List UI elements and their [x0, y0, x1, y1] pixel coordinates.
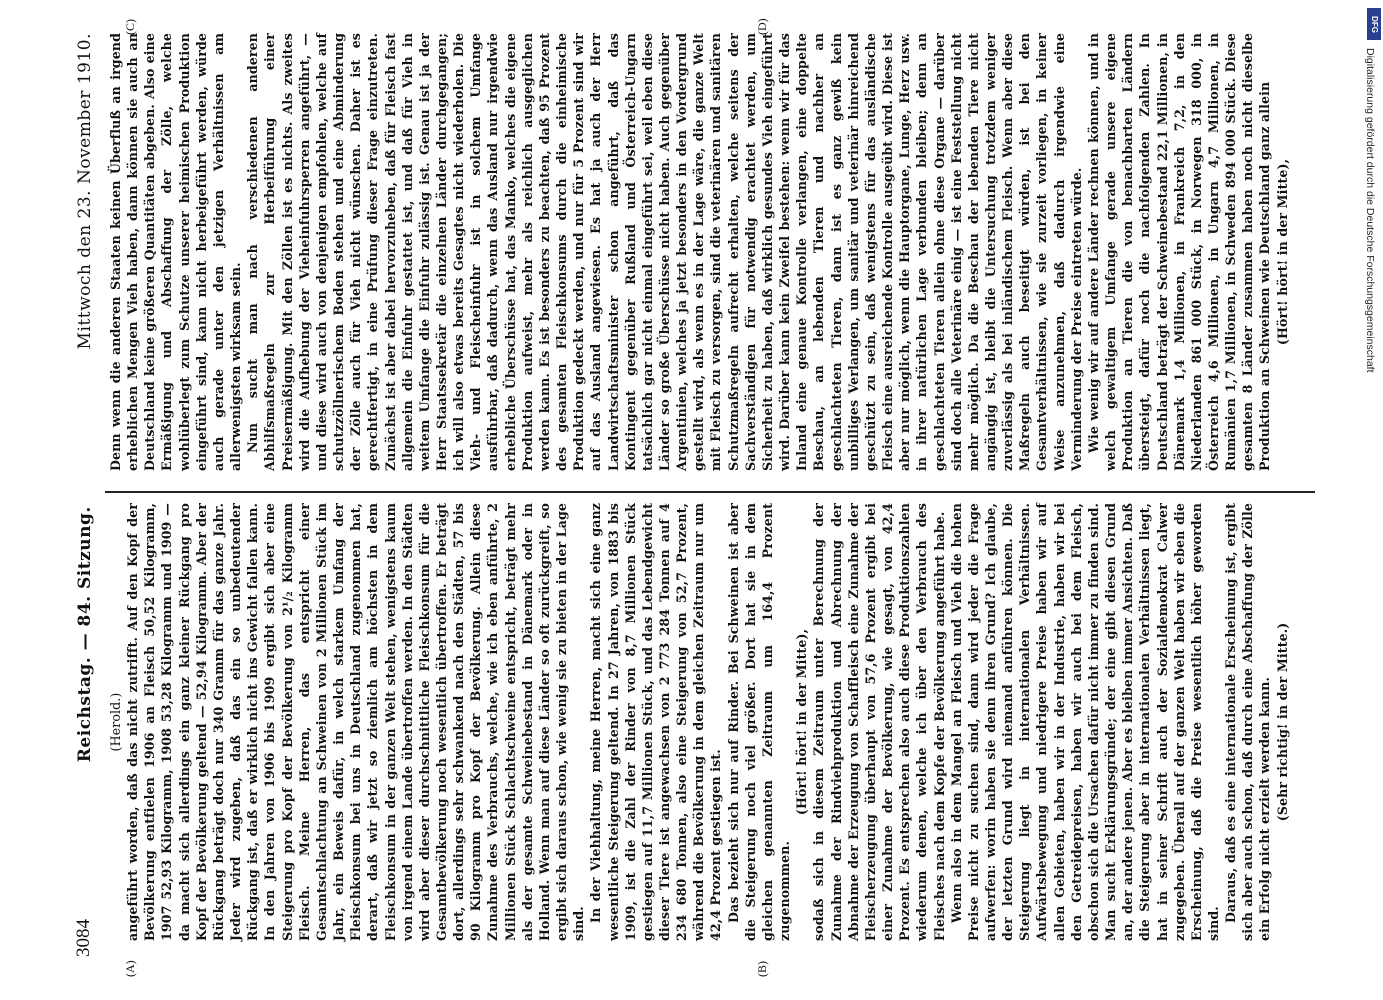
- newspaper-page: [45, 5, 1345, 985]
- margin-marker-a: (A): [123, 960, 137, 977]
- paragraph: Wenn also in dem Mangel an Fleisch und Vieh die hohen Preise nicht zu suchen sind, dann wird jeder die Frage aufwerfen: worin haben sie denn ihren Grund? Ich glaube, der letzten Grund wird niemand anführen können. Die Steigerung liegt in internationalen Verhältnissen. Aufwärtsbewegung und niedrigere Preise haben wir auf allen Gebieten, haben wir in der Industrie, haben wir bei den Getreidepreisen, haben wir auch bei dem Fleisch, obschon sich die Ursachen dafür nicht immer zu finden sind. Man sucht Erklärungsgründe; der eine gibt diesen Grund an, der andere jenen. Aber es bleiben immer Ansichten. Daß die Steigerung aber in internationalen Verhältnissen liegt, hat in seiner Schrift auch der Sozialdemokrat Calwer zugegeben. Überall auf der ganzen Welt haben wir eben die Erscheinung, daß die Preise wesentlich höher geworden sind.: [948, 503, 1221, 941]
- interjection: (Hört! hört! in der Mitte),: [1274, 158, 1290, 346]
- paragraph: Wie wenig wir auf andere Länder rechnen können, und in welch gewaltigem Umfange gerade unsere eigene Produktion an Tieren die von benachbarten Ländern übersteigt, dafür noch die nachfolgenden Zahlen. In Deutschland beträgt der Schweinebestand 22,1 Millionen, in Dänemark 1,4 Millionen, in Frankreich 7,2, in den Niederlanden 861 000 Stück, in Norwegen 318 000, in Österreich 4,6 Millionen, in Ungarn 4,7 Millionen, in Rumänien 1,7 Millionen, in Schweden 894 000 Stück. Diese gesamten 8 Länder zusammen haben noch nicht dieselbe Produktion an Schweinen wie Deutschland ganz allein: [1085, 33, 1273, 471]
- left-column: [107, 503, 1291, 941]
- column-divider: [105, 491, 1315, 493]
- paragraph: Nun sucht man nach verschiedenen anderen Abhilfsmaßregeln zur Herbeiführung einer Preisermäßigung. Mit den Zöllen ist es nichts. Als zweites wird die Aufhebung der Vieheinfuhrsperren angeführt, — und diese wird auch von denjenigen empfohlen, welche auf schutzzöllnerischem Boden stehen und eine Abminderung der Zölle auch für Vieh nicht wünschen. Daher ist es gerechtfertigt, in eine Prüfung dieser Frage einzutreten. Zunächst ist aber dabei hervorzuheben, daß für Fleisch fast allgemein die Einfuhr gestattet ist, und daß für Vieh in weitem Umfange die Einfuhr zulässig ist. Genau ist ja der Herr Staatssekretär die einzelnen Länder durchgegangen; ich will also etwas bereits Gesagtes nicht wiederholen. Die Vieh- und Fleischeinfuhr ist in solchem Umfange ausführbar, daß dadurch, wenn das Ausland nur irgendwie erhebliche Überschüsse hat, das Manko, welches die eigene Produktion aufweist, mehr als reichlich ausgeglichen werden kann. Es ist besonders zu beachten, daß 95 Prozent des gesamten Fleischkonsums durch die einheimische Produktion gedeckt werden, und nur für 5 Prozent sind wir auf das Ausland angewiesen. Es hat ja auch der Herr Landwirtschaftsminister schon angeführt, daß das Kontingent gegenüber Rußland und Österreich-Ungarn tatsächlich gar nicht einmal eingeführt sei, weil eben diese Länder so große Überschüsse nicht haben. Auch gegenüber Argentinien, welches ja jetzt besonders in den Vordergrund gestellt wird, als wenn es in der Lage wäre, die ganze Welt mit Fleisch zu versorgen, sind die veterinären und sanitären Schutzmaßregeln aufrecht erhalten, welche seitens der Sachverständigen für notwendig erachtet werden, um Sicherheit zu haben, daß wirklich gesundes Vieh eingeführt wird. Darüber kann kein Zweifel bestehen: wenn wir für das Inland eine genaue Kontrolle verlangen, eine doppelte Beschau, an lebenden Tieren und nachher an geschlachteten Tieren, dann ist es ganz gewiß kein unbilliges Verlangen, um sanitär und veterinär hinreichend geschützt zu sein, daß wenigstens für das ausländische Fleisch eine ausreichende Kontrolle ausgeübt wird. Diese ist aber nur möglich, wenn die Hauptorgane, Lunge, Herz usw. in ihrer natürlichen Lage verbunden bleiben; denn an geschlachteten Tieren allein ohne diese Organe — darüber sind doch alle Veterinäre einig — ist eine Feststellung nicht mehr möglich. Da die Beschau der lebenden Tiere nicht angängig ist, bleibt die Untersuchung trotzdem weniger zuverlässig als bei inländischem Fleisch. Wenn aber diese Maßregeln auch beseitigt würden, ist bei den Gesamtverhältnissen, wie sie zurzeit vorliegen, in keiner Weise anzunehmen, daß dadurch irgendwie eine Verminderung der Preise eintreten würde.: [245, 33, 1084, 471]
- margin-marker-c: (C): [123, 19, 137, 35]
- dfg-logo: DFG: [1367, 8, 1381, 40]
- interjection: (Hört! hört! in der Mitte),: [794, 628, 810, 816]
- session-date: Mittwoch den 23. November 1910.: [75, 33, 95, 350]
- credit-text: Digitalisierung gefördert durch die Deutsche Forschungsgemeinschaft: [1364, 48, 1376, 373]
- paragraph: sodaß sich in diesem Zeitraum unter Berechnung der Zunahme der Rindviehproduktion und Abrechnung der Abnahme der Erzeugung von Schaffleisch eine Zunahme der Fleischerzeugung überhaupt von 57,6 Prozent ergibt bei einer Zunahme der Bevölkerung, wie gesagt, von 42,4 Prozent. Es entsprechen also auch diese Produktionszahlen wiederum denen, welche ich über den Verbrauch des Fleisches nach dem Kopfe der Bevölkerung angeführt habe.: [811, 503, 947, 941]
- margin-marker-b: (B): [755, 961, 769, 977]
- margin-marker-d: (D): [755, 18, 769, 35]
- paragraph: angeführt worden, daß das nicht zutrifft. Auf den Kopf der Bevölkerung entfielen 1906 an Fleisch 50,52 Kilogramm, 1907 52,93 Kilogramm, 1908 53,28 Kilogramm und 1909 — da macht sich allerdings ein ganz kleiner Rückgang pro Kopf der Bevölkerung geltend — 52,94 Kilogramm. Aber der Rückgang beträgt doch nur 340 Gramm für das ganze Jahr. Jeder wird zugeben, daß das ein so unbedeutender Rückgang ist, daß er wirklich nicht ins Gewicht fallen kann. In den Jahren von 1906 bis 1909 ergibt sich aber eine Steigerung pro Kopf der Bevölkerung von 2¹/₂ Kilogramm Fleisch. Meine Herren, das entspricht einer Gesamtschlachtung an Schweinen von 2 Millionen Stück im Jahr, ein Beweis dafür, in welch starkem Umfang der Fleischkonsum bei uns in Deutschland zugenommen hat, derart, daß wir jetzt so ziemlich am höchsten in dem Fleischkonsum in der ganzen Welt stehen, wenigstens kaum von irgend einem Lande übertroffen werden. In den Städten wird aber dieser durchschnittliche Fleischkonsum für die Gesamtbevölkerung noch wesentlich übertroffen. Er beträgt dort, allerdings sehr schwankend nach den Städten, 57 bis 90 Kilogramm pro Kopf der Bevölkerung. Allein diese Zunahme des Verbrauchs, welche, wie ich eben anführte, 2 Millionen Stück Schlachtschweine entspricht, beträgt mehr als der gesamte Schweinebestand in Dänemark oder in Holland. Wenn man auf diese Länder so oft zurückgreift, so ergibt sich daraus schon, wie wenig sie zu bieten in der Lage sind.: [125, 503, 587, 941]
- right-column: [107, 33, 1291, 471]
- page-header: [69, 33, 95, 957]
- paragraph: In der Viehhaltung, meine Herren, macht sich eine ganz wesentliche Steigerung geltend. In 27 Jahren, von 1883 bis 1909, ist die Zahl der Rinder von 8,7 Millionen Stück gestiegen auf 11,7 Millionen Stück, und das Lebendgewicht dieser Tiere ist angewachsen von 2 773 284 Tonnen auf 4 234 680 Tonnen, also eine Steigerung von 52,7 Prozent, während die Bevölkerung in dem gleichen Zeitraum nur um 42,4 Prozent gestiegen ist.: [588, 503, 724, 941]
- paragraph: Das bezieht sich nur auf Rinder. Bei Schweinen ist aber die Steigerung noch viel größer. Dort hat sie in dem gleichen genannten Zeitraum um 164,4 Prozent zugenommen.: [725, 503, 793, 941]
- paragraph: Daraus, daß es eine internationale Erscheinung ist, ergibt sich aber auch schon, daß durch eine Abschaffung der Zölle ein Erfolg nicht erzielt werden kann.: [1223, 503, 1273, 941]
- interjection: (Sehr richtig! in der Mitte.): [1274, 622, 1290, 822]
- digitization-credit: [1355, 48, 1379, 698]
- speaker-name: (Herold.): [108, 692, 123, 752]
- paragraph: Denn wenn die anderen Staaten keinen Überfluß an irgend erheblichen Mengen Vieh haben, dann können sie auch an Deutschland keine größeren Quantitäten abgeben. Also eine Ermäßigung und Abschaffung der Zölle, welche wohlüberlegt zum Schutze unserer heimischen Produktion eingeführt sind, kann nicht herbeigeführt werden, würde auch gerade unter den jetzigen Verhältnissen am allerwenigsten wirksam sein.: [108, 33, 244, 471]
- page-number: 3084: [73, 919, 94, 957]
- session-title: Reichstag. — 84. Sitzung.: [75, 506, 95, 763]
